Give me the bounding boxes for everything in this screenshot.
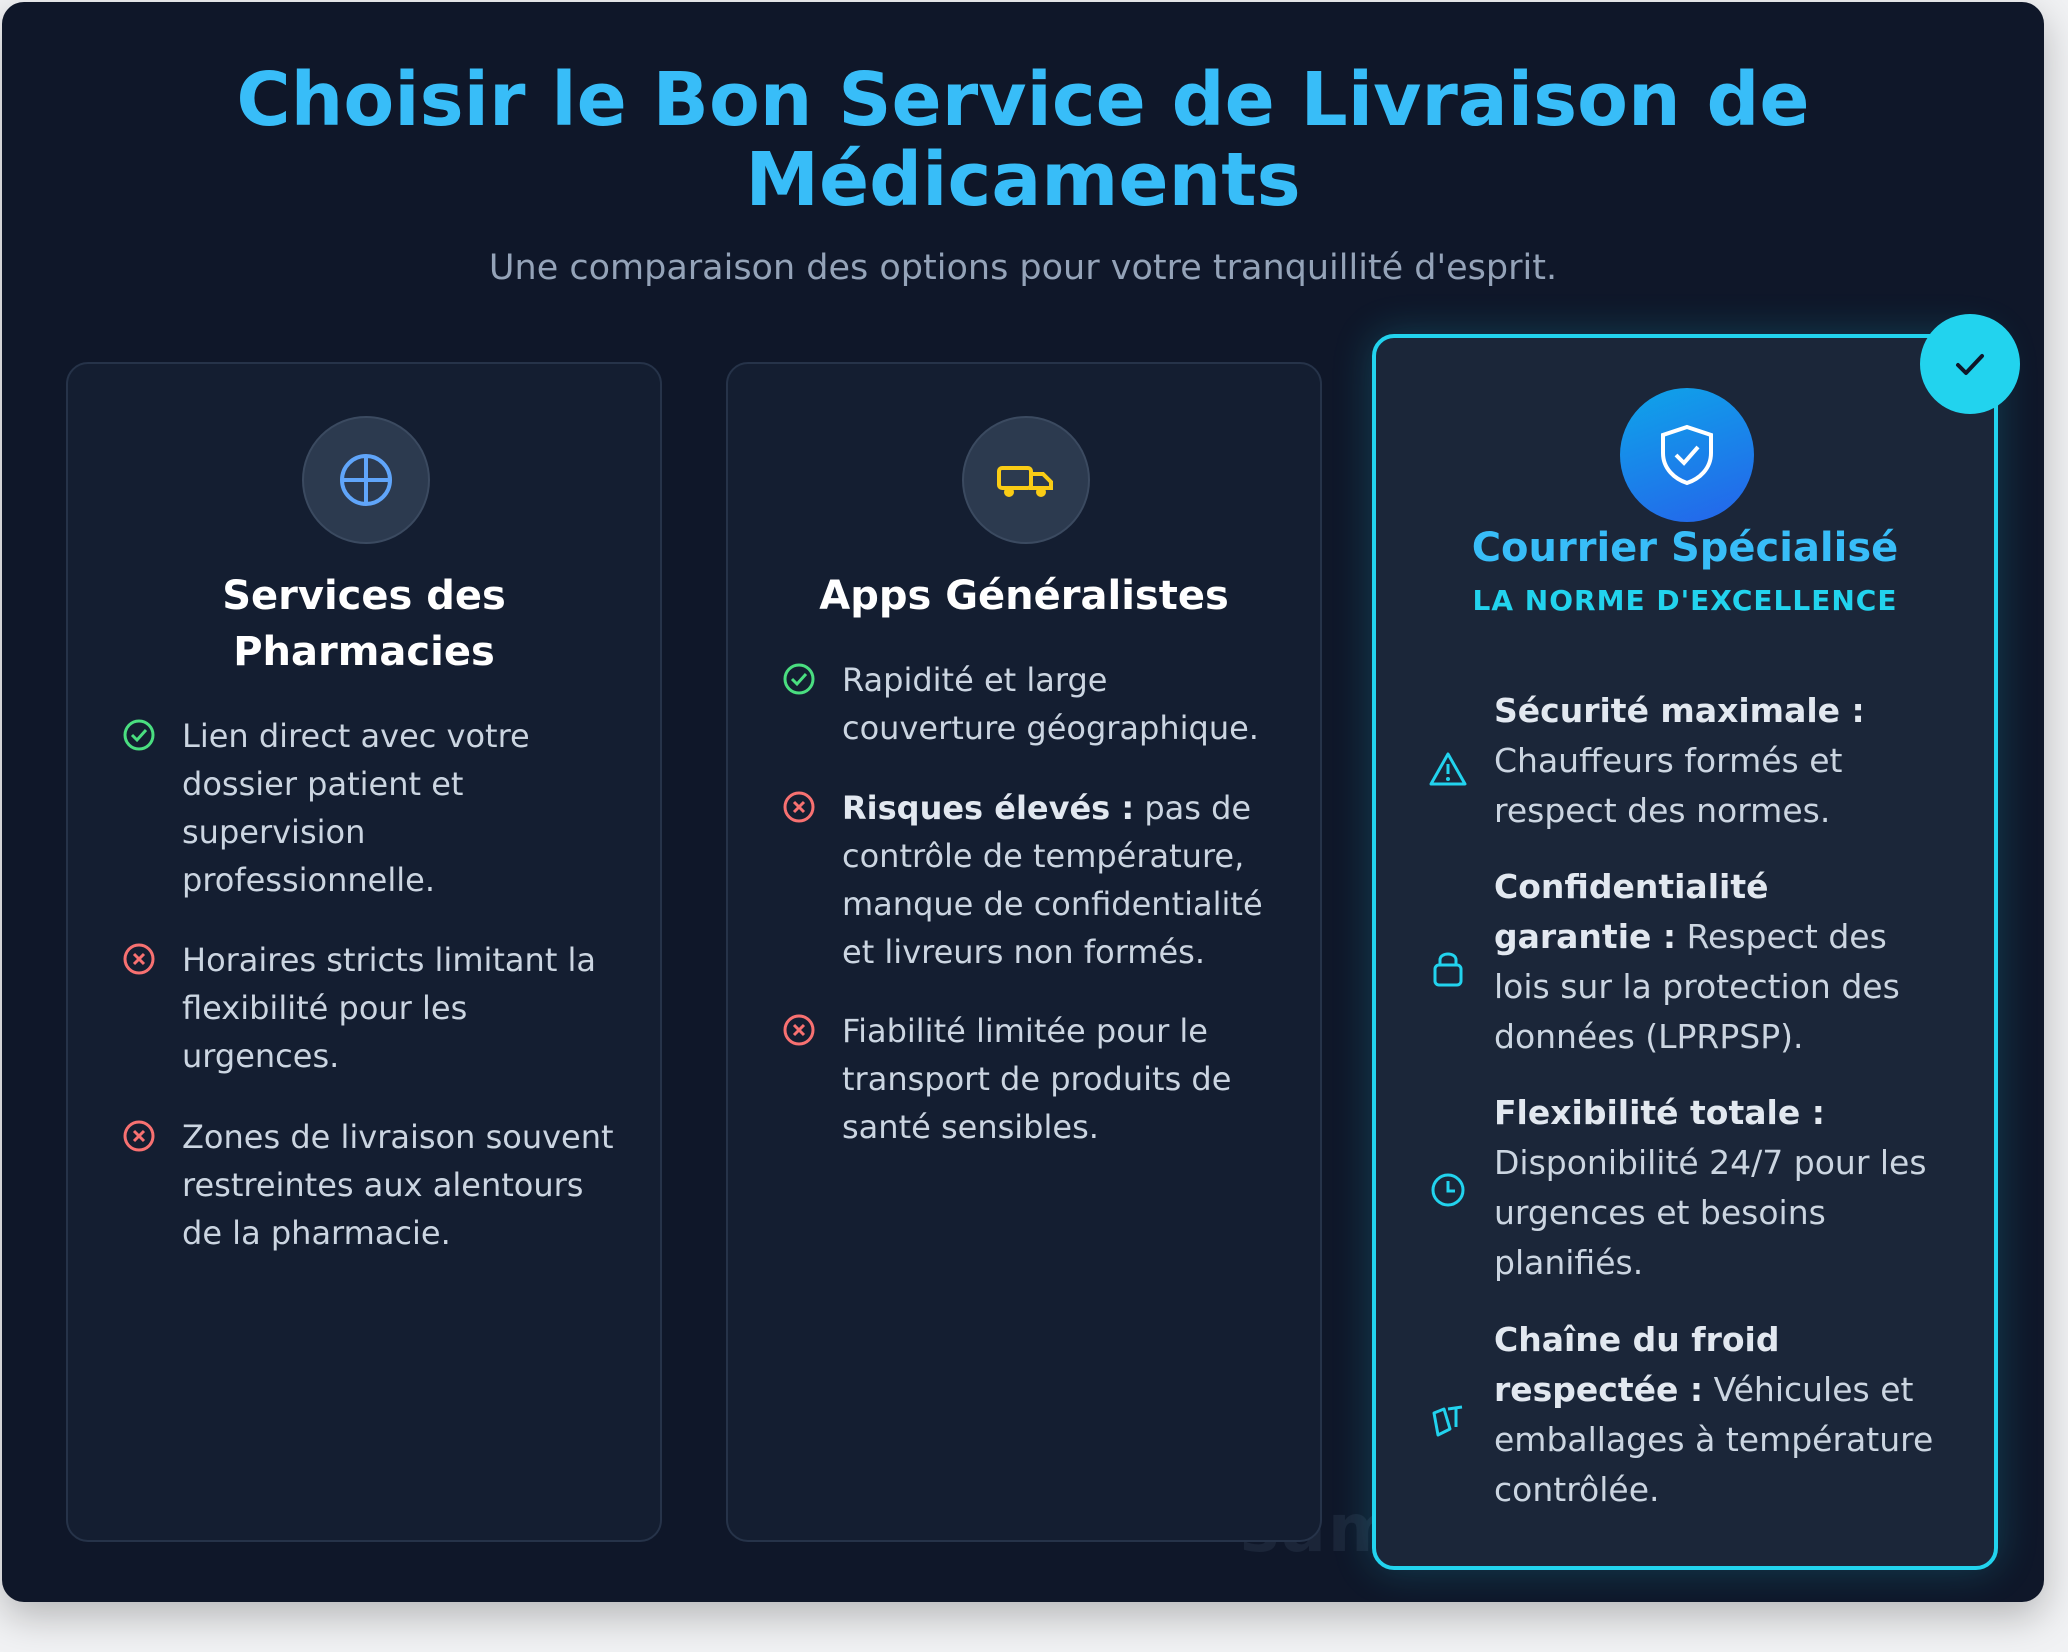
card-title: Apps Généralistes [819, 573, 1229, 619]
excellence-tag: LA NORME D'EXCELLENCE [1472, 584, 1898, 617]
card-title: Courrier Spécialisé [1471, 525, 1899, 571]
x-circle-icon [122, 942, 156, 976]
check-circle-icon [782, 662, 816, 696]
page-title: Choisir le Bon Service de Livraison de Médicaments [236, 57, 1810, 223]
card-pharmacies: Services des Pharmacies Lien direct avec votre dossier patient et supervision professionnelle. Horaires stricts limitant la flexibilité pour les urgences. Zones de livraison souvent restreintes aux alentours de la pharmacie. [66, 362, 662, 1542]
page-subtitle: Une comparaison des options pour votre tranquillité d'esprit. [488, 248, 1558, 288]
x-circle-icon [122, 1119, 156, 1153]
check-circle-icon [122, 718, 156, 752]
comparison-panel [2, 2, 2044, 1602]
recommended-badge [1920, 314, 2020, 414]
warning-triangle-icon [1428, 750, 1468, 790]
card-title: Services des Pharmacies [222, 573, 506, 675]
truck-icon [962, 416, 1090, 544]
card-specialized-courier: Courrier Spécialisé LA NORME D'EXCELLENCE Sécurité maximale : Chauffeurs formés et respect des normes. Confidentialité garantie : Respect des lois sur la protection des données (LPRPSP). Flexibilité totale : Disponibilité 24/7 pour les urgences et besoins planifiés. Chaîne du froid respectée : Véhicules et emballages à température contrôlée. [1372, 334, 1998, 1570]
x-circle-icon [782, 1013, 816, 1047]
shield-check-icon [1620, 388, 1754, 522]
clock-icon [1428, 1170, 1468, 1210]
checkmark-icon [1948, 342, 1992, 386]
thermometer-icon [1428, 1401, 1468, 1441]
x-circle-icon [782, 790, 816, 824]
card-generalist-apps: Apps Généralistes Rapidité et large couverture géographique. Risques élevés : pas de contrôle de température, manque de confidentialité et livreurs non formés. Fiabilité limitée pour le transport de produits de santé sensibles. [726, 362, 1322, 1542]
plus-circle-icon [302, 416, 430, 544]
lock-icon [1428, 948, 1468, 988]
